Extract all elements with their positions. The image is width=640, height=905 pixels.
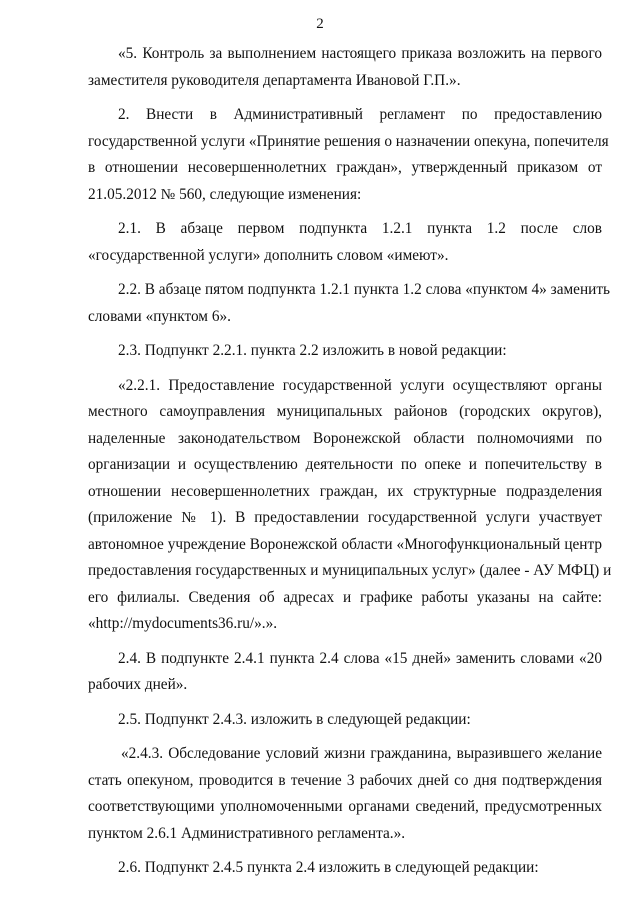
text-line: местного самоуправления муниципальных районов (городских округов), (88, 403, 602, 420)
paragraph-control-clause (88, 41, 602, 94)
paragraph-quoted-2-4-3 (88, 741, 602, 847)
text-line: «2.2.1. Предоставление государственной услуги осуществляют органы (118, 376, 602, 394)
text-line: «http://mydocuments36.ru/».». (88, 615, 278, 632)
text-line: соответствующими уполномоченными органами сведений, предусмотренных (88, 798, 602, 815)
paragraph-item-2 (88, 102, 609, 208)
text-line: автономное учреждение Воронежской области «Многофункциональный центр (88, 535, 602, 553)
text-line: 2.2. В абзаце пятом подпункта 1.2.1 пункта 1.2 слова «пунктом 4» заменить (118, 281, 610, 298)
text-line: в отношении несовершеннолетних граждан», утвержденный приказом от (88, 159, 602, 176)
text-line: отношении несовершеннолетних граждан, их структурные подразделения (88, 482, 602, 500)
text-line: (приложение № 1). В предоставлении государственной услуги участвует (88, 509, 602, 526)
text-line: словами «пунктом 6». (88, 307, 231, 325)
text-line: «2.4.3. Обследование условий жизни гражданина, выразившего желание (121, 745, 602, 762)
text-line: 2.5. Подпункт 2.4.3. изложить в следующей редакции: (118, 710, 471, 728)
text-line: стать опекуном, проводится в течение 3 рабочих дней со дня подтверждения (88, 771, 602, 789)
text-line: 21.05.2012 № 560, следующие изменения: (88, 185, 362, 203)
paragraph-item-2-2 (88, 277, 610, 330)
text-line: предоставления государственных и муниципальных услуг» (далее - АУ МФЦ) и (88, 562, 612, 579)
text-line: государственной услуги «Принятие решения о назначении опекуна, попечителя (88, 132, 609, 150)
text-line: организации и осуществлению деятельности по опеке и попечительству в (88, 456, 602, 473)
text-line: 2.1. В абзаце первом подпункта 1.2.1 пункта 1.2 после слов (118, 220, 602, 237)
text-line: наделенные законодательством Воронежской области полномочиями по (88, 429, 602, 447)
text-line: 2.3. Подпункт 2.2.1. пункта 2.2 изложить в новой редакции: (118, 342, 507, 359)
text-line: 2.6. Подпункт 2.4.5 пункта 2.4 изложить в следующей редакции: (118, 859, 539, 876)
text-line: рабочих дней». (88, 676, 188, 693)
paragraph-item-2-6 (88, 855, 602, 882)
text-line: его филиалы. Сведения об адресах и графике работы указаны на сайте: (88, 588, 602, 606)
paragraph-item-2-5 (88, 707, 602, 734)
paragraph-item-2-4 (88, 646, 602, 699)
text-line: заместителя руководителя департамента Ивановой Г.П.». (88, 71, 461, 89)
text-line: 2. Внести в Административный регламент по предоставлению (118, 106, 602, 123)
page-number: 2 (316, 16, 324, 32)
paragraph-quoted-2-2-1 (88, 373, 612, 638)
paragraph-item-2-3 (88, 338, 602, 365)
document-body (88, 41, 612, 882)
text-line: 2.4. В подпункте 2.4.1 пункта 2.4 слова «15 дней» заменить словами «20 (118, 649, 602, 667)
text-line: пунктом 2.6.1 Административного регламента.». (88, 824, 406, 842)
text-line: «5. Контроль за выполнением настоящего приказа возложить на первого (118, 45, 602, 62)
text-line: «государственной услуги» дополнить словом «имеют». (88, 246, 449, 264)
paragraph-item-2-1 (88, 216, 602, 269)
